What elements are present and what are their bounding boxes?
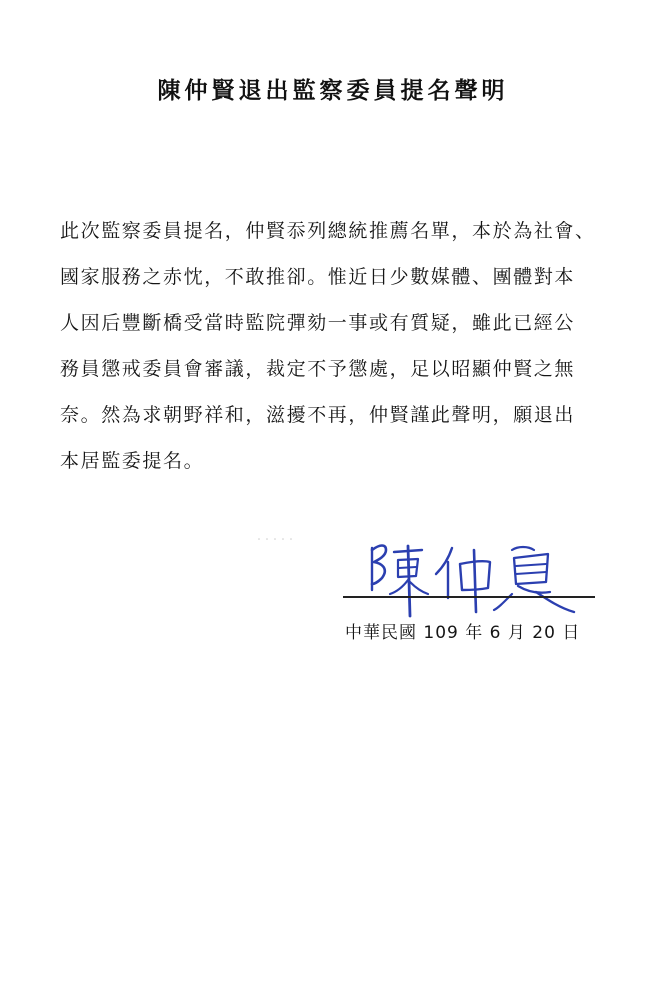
body-line-5: 奈。然為求朝野祥和，滋擾不再，仲賢謹此聲明，願退出 bbox=[60, 404, 576, 426]
statement-body bbox=[60, 208, 620, 484]
body-line-1: 此次監察委員提名，仲賢忝列總統推薦名單，本於為社會、 bbox=[60, 220, 596, 242]
body-line-6: 本居監委提名。 bbox=[60, 450, 205, 472]
page-title: 陳仲賢退出監察委員提名聲明 bbox=[157, 77, 509, 104]
body-line-2: 國家服務之赤忱，不敢推卻。惟近日少數媒體、團體對本 bbox=[60, 266, 576, 288]
body-line-3: 人因后豐斷橋受當時監院彈劾一事或有質疑，雖此已經公 bbox=[60, 312, 576, 334]
date-line: 中華民國 109 年 6 月 20 日 bbox=[345, 623, 581, 643]
body-line-4: 務員懲戒委員會審議，裁定不予懲處，足以昭顯仲賢之無 bbox=[60, 358, 576, 380]
scan-artifact bbox=[255, 536, 295, 542]
signature-line bbox=[343, 596, 595, 598]
handwritten-signature bbox=[352, 520, 602, 630]
